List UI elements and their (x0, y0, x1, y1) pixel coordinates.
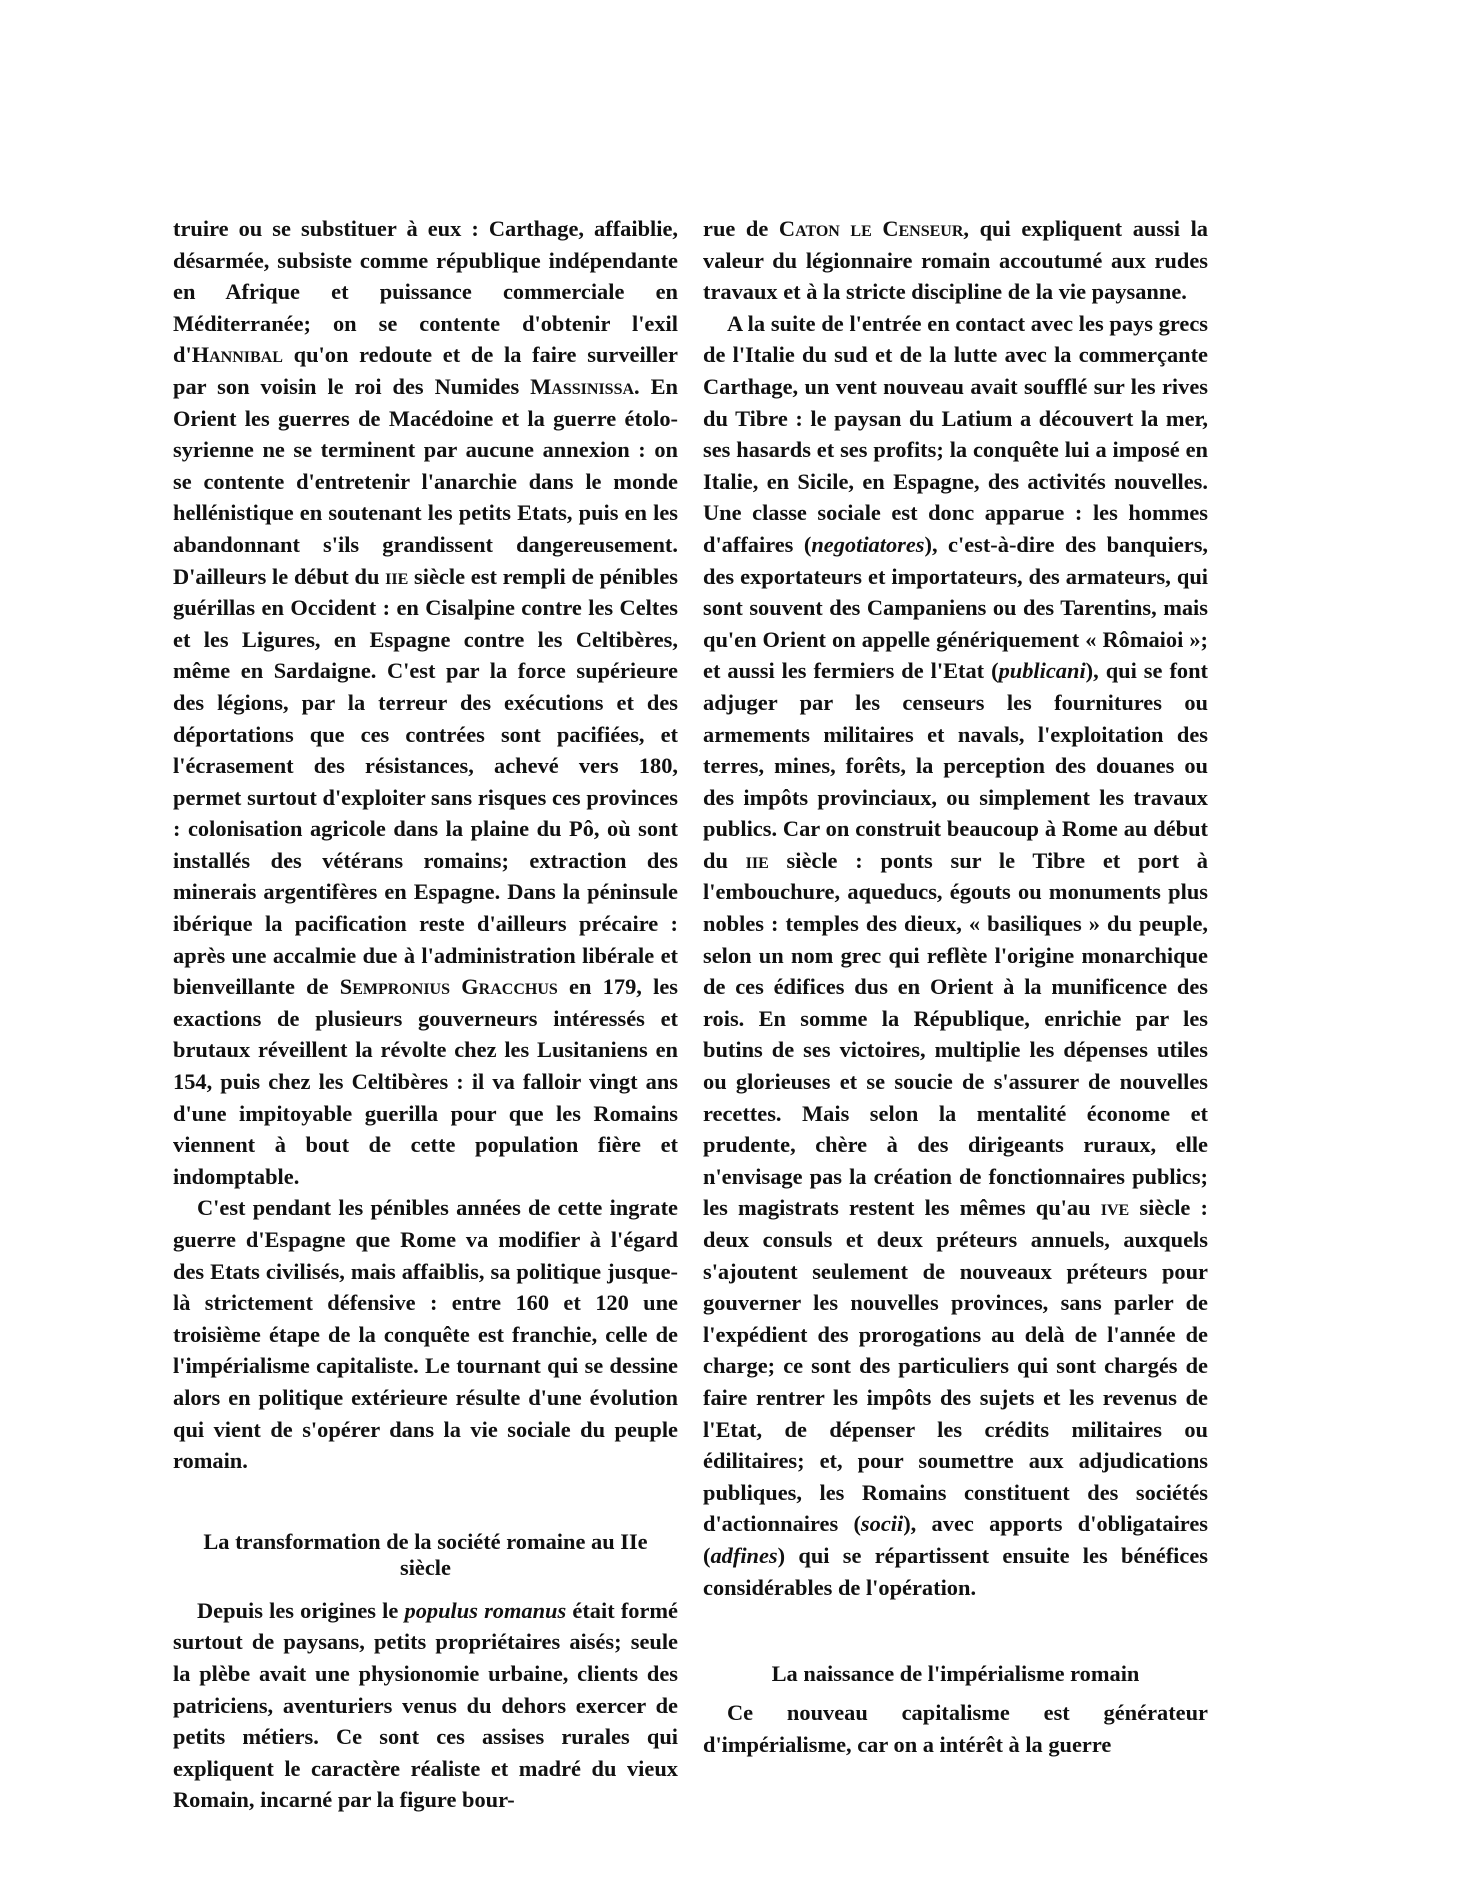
person-name: Hannibal (191, 342, 283, 368)
century-numeral: iie (385, 563, 409, 589)
latin-term: adfines (710, 1542, 778, 1568)
text-run: truire ou se substituer à eux : Carthage, affaiblie, désarmée, subsiste comme république indépendante en Afrique et puissance commerciale en Méditerranée; on se contente d'obtenir l'exil d' (173, 216, 678, 368)
section-heading-imperialism: La naissance de l'impérialisme romain (771, 1661, 1140, 1687)
text-run: ), c'est-à-dire des banquiers, des exportateurs et importateurs, des armateurs, qui sont souvent des Campaniens ou des Tarentins, mais qu'en Orient on appelle génériquement « Rômaioi »; et aussi les fermiers de l'Etat ( (703, 531, 1209, 684)
text-run: ) qui se répartissent ensuite les bénéfices considérables de l'opération. (703, 1542, 1208, 1600)
right-paragraph-2 (703, 308, 1208, 1603)
text-run: en 179, les exactions de plusieurs gouverneurs intéressés et brutaux réveillent la révolte chez les Lusitaniens en 154, puis chez les Celtibères : il va falloir vingt ans d'une impitoyable guerilla pour que les Romains viennent à bout de cette population fière et indomptable. (173, 974, 678, 1189)
latin-term: populus romanus (404, 1597, 567, 1623)
section-heading-transformation: La transformation de la société romaine au IIe siècle (203, 1528, 648, 1580)
left-paragraph-3 (173, 1595, 678, 1816)
text-run: rue de (703, 216, 779, 241)
latin-term: socii (860, 1511, 904, 1537)
left-paragraph-1 (173, 213, 678, 1192)
text-run: , qui expliquent aussi la valeur du légionnaire romain accoutumé aux rudes travaux et à la stricte discipline de la vie paysanne. (703, 216, 1208, 305)
left-paragraph-2: C'est pendant les pénibles années de cette ingrate guerre d'Espagne que Rome va modifier à l'égard des Etats civilisés, mais affaiblis, sa politique jusque-là strictement défensive : entre 160 et 120 une troisième étape de la conquête est franchie, celle de l'impérialisme capitaliste. Le tournant qui se dessine alors en politique extérieure résulte d'une évolution qui vient de s'opérer dans la vie sociale du peuple romain. (173, 1195, 678, 1474)
century-numeral: iie (745, 847, 769, 873)
latin-term: publicani (998, 658, 1086, 684)
text-run: siècle est rempli de pénibles guérillas en Occident : en Cisalpine contre les Celtes et les Ligures, en Espagne contre les Celtibères, même en Sardaigne. C'est par la force supérieure des légions, par la terreur des exécutions et des déportations que ces contrées sont pacifiées, et l'écrasement des résistances, achevé vers 180, permet surtout d'exploiter sans risques ces provinces : colonisation agricole dans la plaine du Pô, où sont installés des vétérans romains; extraction des minerais argentifères en Espagne. Dans la péninsule ibérique la pacification reste d'ailleurs précaire : après une accalmie due à l'administration libérale et bienveillante de (173, 563, 678, 1000)
right-paragraph-3: Ce nouveau capitalisme est générateur d'impérialisme, car on a intérêt à la guerre (703, 1700, 1208, 1757)
person-name: Sempronius Gracchus (339, 974, 558, 1000)
text-run: ), avec apports d'obligataires ( (703, 1511, 1208, 1568)
text-run: Depuis les origines le (197, 1597, 405, 1623)
person-name: Caton le Censeur (778, 216, 964, 241)
text-run: qu'on redoute et de la faire surveiller par son voisin le roi des Numides (173, 342, 678, 399)
text-run: siècle : deux consuls et deux préteurs annuels, auxquels s'ajoutent seulement de nouveaux préteurs pour gouverner les nouvelles provinces, sans parler de l'expédient des prorogations au delà de l'année de charge; ce sont des particuliers qui sont chargés de faire rentrer les impôts des sujets et les revenus de l'Etat, de dépenser les crédits militaires ou édilitaires; et, pour soumettre aux adjudications publiques, les Romains constituent des sociétés d'actionnaires ( (703, 1195, 1208, 1537)
right-column (703, 213, 1208, 1760)
latin-term: negotiatores (811, 531, 925, 557)
text-run: ), qui se font adjuger par les censeurs les fournitures ou armements militaires et navals, l'exploitation des terres, mines, forêts, la perception des douanes ou des impôts provinciaux, ou simplement les travaux publics. Car on construit beaucoup à Rome au début du (703, 658, 1209, 873)
person-name: Massinissa (530, 373, 635, 399)
left-column (173, 213, 678, 1816)
right-paragraph-1 (703, 213, 1208, 308)
text-run: A la suite de l'entrée en contact avec les pays grecs de l'Italie du sud et de la lutte avec la commerçante Carthage, un vent nouveau avait soufflé sur les rives du Tibre : le paysan du Latium a découvert la mer, ses hasards et ses profits; la conquête lui a imposé en Italie, en Sicile, en Espagne, des activités nouvelles. Une classe sociale est donc apparue : les hommes d'affaires ( (703, 310, 1208, 557)
text-run: était formé surtout de paysans, petits propriétaires aisés; seule la plèbe avait une physionomie urbaine, clients des patriciens, aventuriers venus du dehors exercer de petits métiers. Ce sont ces assises rurales qui expliquent le caractère réaliste et madré du vieux Romain, incarné par la figure bour- (173, 1597, 678, 1813)
text-run: siècle : ponts sur le Tibre et port à l'embouchure, aqueducs, égouts ou monuments plus nobles : temples des dieux, « basiliques » du peuple, selon un nom grec qui reflète l'origine monarchique de ces édifices dus en Orient à la munificence des rois. En somme la République, enrichie par les butins de ses victoires, multiplie les dépenses utiles ou glorieuses et se soucie de s'assurer de nouvelles recettes. Mais selon la mentalité économe et prudente, chère à des dirigeants ruraux, elle n'envisage pas la création de fonctionnaires publics; les magistrats restent les mêmes qu'au (703, 847, 1208, 1221)
century-numeral: ive (1100, 1195, 1130, 1221)
text-run: . En Orient les guerres de Macédoine et la guerre étolo-syrienne ne se terminent par aucune annexion : on se contente d'entretenir l'anarchie dans le monde hellénistique en soutenant les petits Etats, puis en les abandonnant s'ils grandissent dangereusement. D'ailleurs le début du (173, 373, 678, 589)
